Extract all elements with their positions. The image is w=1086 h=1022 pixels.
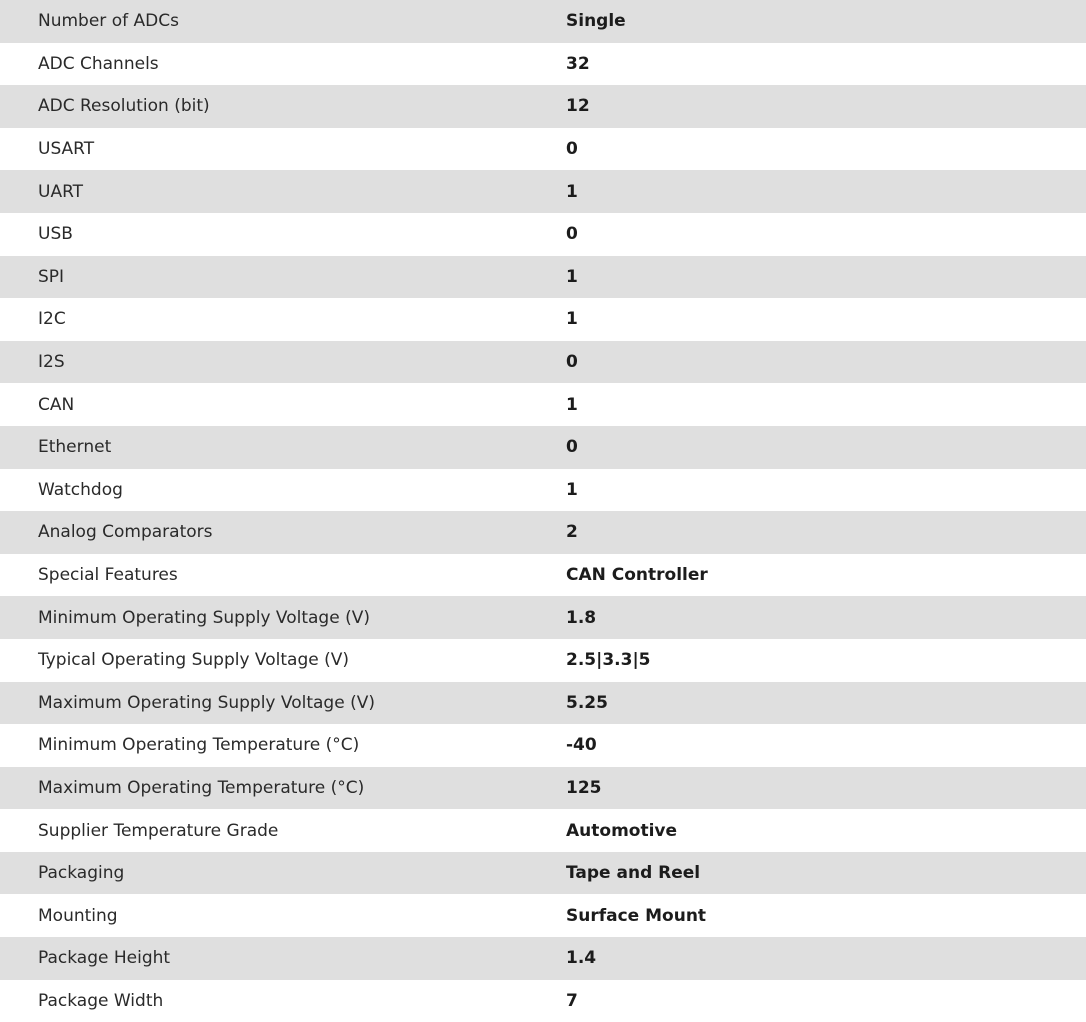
table-row xyxy=(0,639,1086,682)
spec-label: Analog Comparators xyxy=(0,511,566,554)
spec-value: 0 xyxy=(566,341,1086,384)
spec-label: Special Features xyxy=(0,554,566,597)
spec-label: Packaging xyxy=(0,852,566,895)
table-row xyxy=(0,213,1086,256)
spec-value: Tape and Reel xyxy=(566,852,1086,895)
spec-value: Automotive xyxy=(566,809,1086,852)
spec-label: Maximum Operating Temperature (°C) xyxy=(0,767,566,810)
table-row xyxy=(0,128,1086,171)
table-row xyxy=(0,682,1086,725)
table-row xyxy=(0,341,1086,384)
spec-value: 2 xyxy=(566,511,1086,554)
spec-value: 1 xyxy=(566,170,1086,213)
table-row xyxy=(0,894,1086,937)
spec-value: 1 xyxy=(566,469,1086,512)
spec-label: SPI xyxy=(0,256,566,299)
table-row xyxy=(0,596,1086,639)
spec-value: 7 xyxy=(566,980,1086,1022)
table-row xyxy=(0,383,1086,426)
table-row xyxy=(0,43,1086,86)
spec-label: Mounting xyxy=(0,894,566,937)
table-row xyxy=(0,298,1086,341)
table-row xyxy=(0,426,1086,469)
spec-value: 0 xyxy=(566,213,1086,256)
spec-label: Ethernet xyxy=(0,426,566,469)
table-row xyxy=(0,937,1086,980)
table-row xyxy=(0,0,1086,43)
table-row xyxy=(0,852,1086,895)
spec-label: Maximum Operating Supply Voltage (V) xyxy=(0,682,566,725)
spec-value: 125 xyxy=(566,767,1086,810)
spec-label: Watchdog xyxy=(0,469,566,512)
table-row xyxy=(0,85,1086,128)
table-row xyxy=(0,724,1086,767)
table-row xyxy=(0,809,1086,852)
spec-value: 1 xyxy=(566,298,1086,341)
spec-value: CAN Controller xyxy=(566,554,1086,597)
spec-label: UART xyxy=(0,170,566,213)
spec-label: Number of ADCs xyxy=(0,0,566,43)
spec-value: 0 xyxy=(566,426,1086,469)
spec-label: I2C xyxy=(0,298,566,341)
spec-value: 1 xyxy=(566,383,1086,426)
spec-value: 1 xyxy=(566,256,1086,299)
spec-label: Minimum Operating Temperature (°C) xyxy=(0,724,566,767)
spec-label: I2S xyxy=(0,341,566,384)
spec-label: CAN xyxy=(0,383,566,426)
spec-value: 12 xyxy=(566,85,1086,128)
spec-value: 0 xyxy=(566,128,1086,171)
table-row xyxy=(0,554,1086,597)
spec-value: 2.5|3.3|5 xyxy=(566,639,1086,682)
table-row xyxy=(0,256,1086,299)
spec-label: USB xyxy=(0,213,566,256)
table-row xyxy=(0,170,1086,213)
spec-value: Surface Mount xyxy=(566,894,1086,937)
spec-label: Minimum Operating Supply Voltage (V) xyxy=(0,596,566,639)
spec-label: Typical Operating Supply Voltage (V) xyxy=(0,639,566,682)
spec-value: 5.25 xyxy=(566,682,1086,725)
spec-label: ADC Resolution (bit) xyxy=(0,85,566,128)
spec-label: Package Height xyxy=(0,937,566,980)
spec-label: ADC Channels xyxy=(0,43,566,86)
spec-label: USART xyxy=(0,128,566,171)
spec-value: 1.8 xyxy=(566,596,1086,639)
table-row xyxy=(0,980,1086,1022)
table-row xyxy=(0,767,1086,810)
spec-value: 1.4 xyxy=(566,937,1086,980)
spec-label: Package Width xyxy=(0,980,566,1022)
table-row xyxy=(0,511,1086,554)
table-row xyxy=(0,469,1086,512)
spec-value: 32 xyxy=(566,43,1086,86)
spec-value: -40 xyxy=(566,724,1086,767)
spec-label: Supplier Temperature Grade xyxy=(0,809,566,852)
spec-value: Single xyxy=(566,0,1086,43)
